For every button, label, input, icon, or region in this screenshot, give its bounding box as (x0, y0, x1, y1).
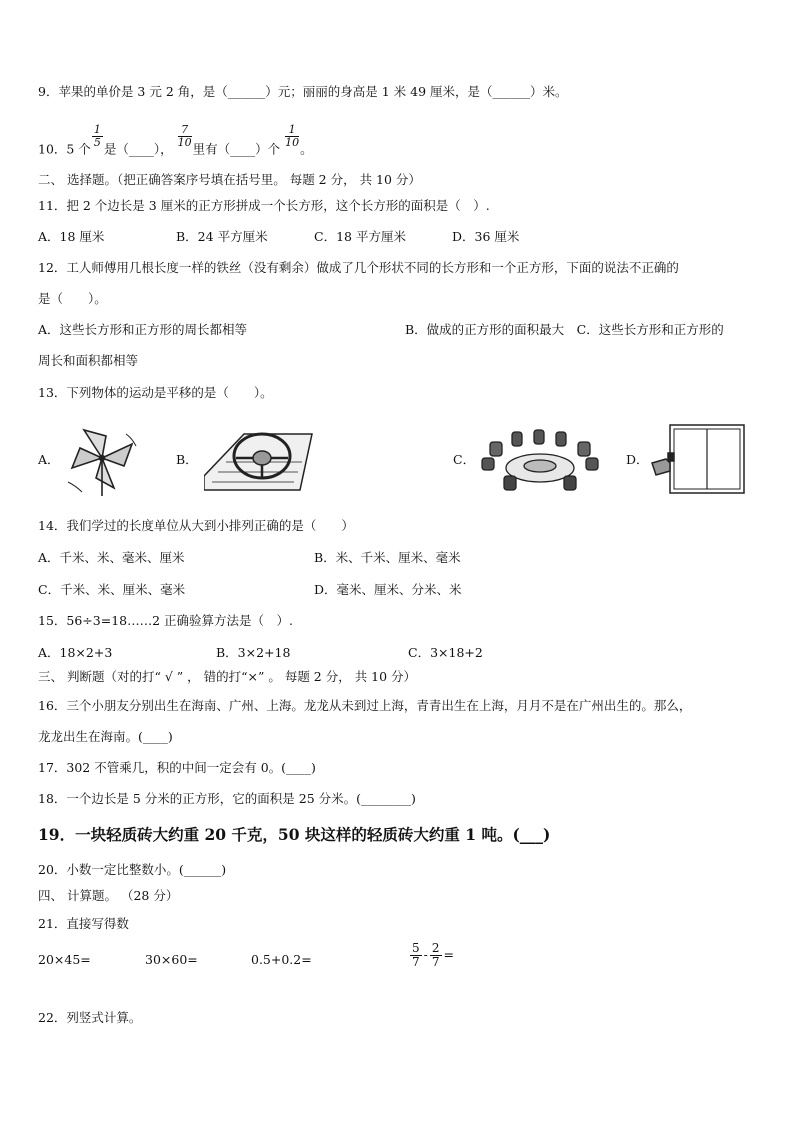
q13-label-a: A． (38, 452, 60, 467)
q21-item-1: 20×45= (38, 952, 91, 967)
question-17: 17．302 不管乘几，积的中间一定会有 0。(____) (38, 760, 316, 775)
fraction-1-5: $\frac{1}{5}$ (93, 123, 101, 149)
fraction-2-7: $\frac{2}{7}$ (431, 941, 440, 970)
question-13: 13．下列物体的运动是平移的是（ ）。 (38, 385, 273, 400)
q21-item-4-fraction: $\frac{5}{7}$ - $\frac{2}{7}$ = (412, 941, 454, 970)
q13-label-b: B． (176, 452, 198, 467)
question-20: 20．小数一定比整数小。(______) (38, 862, 227, 877)
question-15: 15．56÷3=18……2 正确验算方法是（ ）. (38, 613, 294, 628)
q15-option-a: A．18×2+3 (38, 645, 113, 660)
q12-option-bc: B．做成的正方形的面积最大 C．这些长方形和正方形的 (405, 322, 724, 337)
question-10: 10．5 个 $\frac{1}{5}$ 是（____）， $\frac{7}{10}$ 里有（____）个 $\frac{1}{10}$ 。 (38, 123, 313, 157)
q11-option-b: B．24 平方厘米 (176, 229, 268, 244)
section-4-heading: 四、 计算题。 （28 分） (38, 888, 179, 903)
fraction-5-7: $\frac{5}{7}$ (412, 941, 420, 970)
question-14: 14．我们学过的长度单位从大到小排列正确的是（ ） (38, 518, 354, 533)
q14-option-d: D．毫米、厘米、分米、米 (314, 582, 462, 597)
q13-label-d: D． (626, 452, 649, 467)
question-12-line-2: 是（ ）。 (38, 291, 107, 306)
q15-option-b: B．3×2+18 (216, 645, 291, 660)
question-11: 11．把 2 个边长是 3 厘米的正方形拼成一个长方形，这个长方形的面积是（ ）. (38, 198, 490, 213)
pinwheel-icon (62, 422, 140, 498)
q11-option-c: C．18 平方厘米 (314, 229, 406, 244)
q11-option-d: D．36 厘米 (452, 229, 520, 244)
q12-option-a: A．这些长方形和正方形的周长都相等 (38, 322, 248, 337)
section-2-heading: 二、 选择题。（把正确答案序号填在括号里。 每题 2 分， 共 10 分） (38, 172, 421, 187)
question-18: 18．一个边长是 5 分米的正方形，它的面积是 25 分米。(________) (38, 791, 416, 806)
fraction-7-10: $\frac{7}{10}$ (177, 123, 192, 149)
q21-item-3: 0.5+0.2= (251, 952, 312, 967)
q11-option-a: A．18 厘米 (38, 229, 105, 244)
question-19: 19．一块轻质砖大约重 20 千克，50 块这样的轻质砖大约重 1 吨。(___) (38, 825, 551, 844)
q14-option-b: B．米、千米、厘米、毫米 (314, 550, 461, 565)
question-9: 9．苹果的单价是 3 元 2 角，是（______）元；丽丽的身高是 1 米 49 厘米，是（______）米。 (38, 84, 568, 99)
q12-option-c-continued: 周长和面积都相等 (38, 353, 139, 368)
section-3-heading: 三、 判断题（对的打“ √ ” ， 错的打“×” 。 每题 2 分， 共 10 分） (38, 669, 417, 684)
question-16-line-2: 龙龙出生在海南。(____) (38, 729, 173, 744)
question-21: 21．直接写得数 (38, 916, 129, 931)
fraction-1-10: $\frac{1}{10}$ (285, 123, 300, 149)
question-12-line-1: 12．工人师傅用几根长度一样的铁丝（没有剩余）做成了几个形状不同的长方形和一个正方形，下面的说法不正确的 (38, 260, 679, 275)
q14-option-c: C．千米、米、厘米、毫米 (38, 582, 186, 597)
question-22: 22．列竖式计算。 (38, 1010, 142, 1025)
q15-option-c: C．3×18+2 (408, 645, 483, 660)
q21-item-2: 30×60= (145, 952, 198, 967)
sliding-window-icon (650, 423, 750, 495)
steering-wheel-icon (204, 424, 314, 492)
merry-go-round-icon (478, 428, 602, 494)
q13-label-c: C． (453, 452, 476, 467)
q14-option-a: A．千米、米、毫米、厘米 (38, 550, 185, 565)
question-16-line-1: 16．三个小朋友分别出生在海南、广州、上海。龙龙从未到过上海，青青出生在上海，月月不是在广州出生的。那么， (38, 698, 692, 713)
